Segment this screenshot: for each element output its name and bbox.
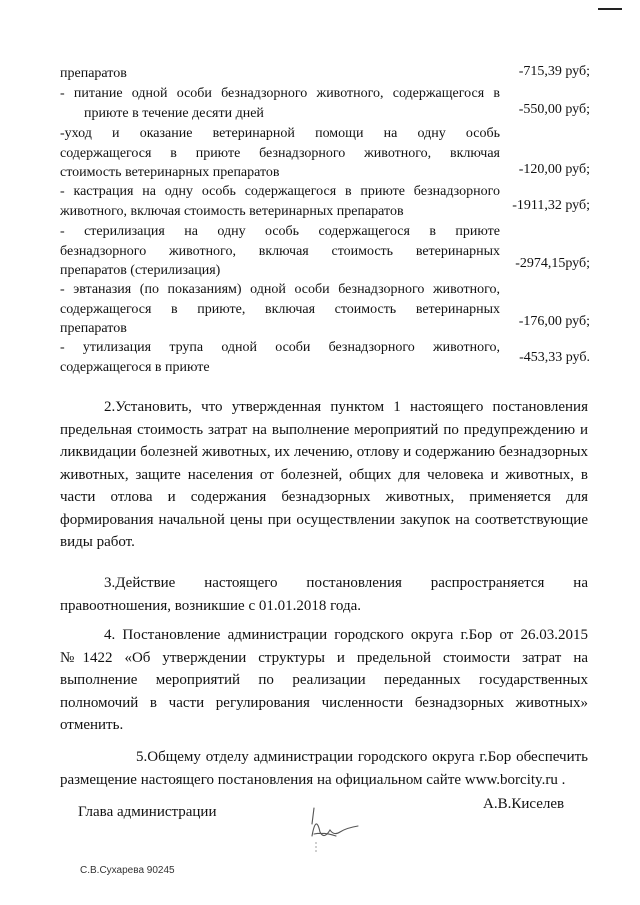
paragraph-line: правоотношения, возникшие с 01.01.2018 года. xyxy=(60,597,361,614)
paragraph-line: №1422 «Об утверждении структуры и предельной стоимости затрат на xyxy=(60,649,588,666)
cost-item-line: - эвтаназия (по показаниям) одной особи безнадзорного животного, xyxy=(60,282,500,297)
cost-item-price: -120,00 руб; xyxy=(518,162,590,177)
paragraph-line: формирования начальной цены при осуществлении закупок на соответствующие xyxy=(60,511,588,528)
cost-item-price: -176,00 руб; xyxy=(518,314,590,329)
cost-item-price: -2974,15руб; xyxy=(515,256,590,271)
paragraph-5 xyxy=(60,746,588,791)
cost-item-price: -550,00 руб; xyxy=(518,102,590,117)
paragraph-line: выполнение мероприятий по реализации переданных государственных xyxy=(60,672,588,688)
cost-item-line: -уход и оказание ветеринарной помощи на одну особь xyxy=(60,126,500,141)
cost-item-line: приюте в течение десяти дней xyxy=(84,105,264,121)
cost-item-line: - стерилизация на одну особь содержащегося в приюте xyxy=(60,224,500,239)
cost-item-line: содержащегося в приюте безнадзорного животного, включая xyxy=(60,145,500,161)
paragraph-line: полномочий в части регулирования численности безнадзорных животных» xyxy=(60,694,588,711)
signatory-position: Глава администрации xyxy=(78,804,217,820)
cost-item-line: препаратов xyxy=(60,321,127,336)
cost-item-line: - утилизация трупа одной особи безнадзорного животного, xyxy=(60,340,500,355)
signatory-name: А.В.Киселев xyxy=(483,796,565,812)
paragraph-line: 3.Действие настоящего постановления распространяется на xyxy=(104,575,588,591)
cost-item-line: содержащегося в приюте xyxy=(60,359,210,375)
cost-item-line: стоимость ветеринарных препаратов xyxy=(60,165,280,180)
paragraph-4 xyxy=(60,624,588,737)
paragraph-line: 2.Установить, что утвержденная пунктом 1 настоящего постановления xyxy=(104,399,588,415)
cost-item-line: препаратов (стерилизация) xyxy=(60,263,221,278)
paragraph-line: отменить. xyxy=(60,717,124,733)
handwritten-signature xyxy=(300,806,370,859)
cost-item-line: препаратов xyxy=(60,66,127,81)
cost-item-line: - кастрация на одну особь содержащегося в приюте безнадзорного xyxy=(60,184,500,199)
cost-item-line: безнадзорного животного, включая стоимость ветеринарных xyxy=(60,243,500,259)
cost-item-line: животного, включая стоимость ветеринарных препаратов xyxy=(60,203,404,219)
paragraph-3 xyxy=(60,572,588,617)
paragraph-line: животных, защите населения от болезней, общих для человека и животных, в xyxy=(60,466,588,483)
executor-note: С.В.Сухарева 90245 xyxy=(80,865,175,876)
cost-item-price: -1911,32 руб; xyxy=(512,198,590,213)
paragraph-line: размещение настоящего постановления на официальном сайте www.borcity.ru . xyxy=(60,771,566,788)
paragraph-line: ликвидации болезней животных, их лечению, отлову и содержанию безнадзорных xyxy=(60,444,588,460)
scan-edge-mark xyxy=(598,8,622,10)
cost-item-price: -453,33 руб. xyxy=(519,350,590,365)
paragraph-line: виды работ. xyxy=(60,534,135,550)
cost-item-price: -715,39 руб; xyxy=(518,64,590,79)
paragraph-line: 5.Общему отделу администрации городского округа г.Бор обеспечить xyxy=(136,749,588,765)
paragraph-2 xyxy=(60,396,588,554)
paragraph-line: предельная стоимость затрат на выполнение мероприятий по предупреждению и xyxy=(60,421,588,438)
paragraph-line: части отлова и содержания безнадзорных животных, применяется для xyxy=(60,489,588,505)
cost-item-line: содержащегося в приюте, включая стоимость ветеринарных xyxy=(60,301,500,317)
paragraph-line: 4. Постановление администрации городского округа г.Бор от 26.03.2015 xyxy=(104,627,588,643)
cost-item-line: - питание одной особи безнадзорного животного, содержащегося в xyxy=(60,86,500,101)
